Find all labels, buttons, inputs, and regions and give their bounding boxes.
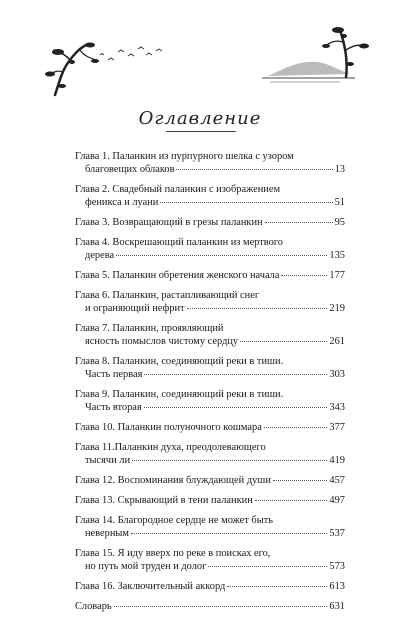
dot-leader xyxy=(187,307,328,309)
toc-entry-title-last-line: Глава 12. Воспоминания блуждающей души xyxy=(75,475,271,486)
header-ink-landscape-decoration xyxy=(0,0,400,110)
dot-leader xyxy=(131,532,327,534)
toc-entry[interactable] xyxy=(75,183,345,209)
toc-entry-title-line: Глава 15. Я иду вверх по реке в поисках его, xyxy=(75,548,271,559)
toc-entry-title-last-line: Глава 3. Возвращающий в грезы паланкин xyxy=(75,217,263,228)
dot-leader xyxy=(144,406,328,408)
toc-entry-page-number: 537 xyxy=(329,528,345,539)
dot-leader xyxy=(160,201,332,203)
toc-entry-page-number: 135 xyxy=(329,250,345,261)
dot-leader xyxy=(273,479,328,481)
toc-entry[interactable] xyxy=(75,216,345,229)
toc-entry[interactable] xyxy=(75,494,345,507)
toc-entry-page-number: 177 xyxy=(329,270,345,281)
toc-entry-page-number: 457 xyxy=(329,475,345,486)
toc-entry-title-line: Глава 8. Паланкин, соединяющий реки в тиши. xyxy=(75,356,284,367)
toc-entry-page-number: 13 xyxy=(334,164,345,175)
toc-entry[interactable] xyxy=(75,236,345,262)
toc-entry[interactable] xyxy=(75,547,345,573)
toc-entry-title-line: Глава 9. Паланкин, соединяющий реки в тиши. xyxy=(75,389,284,400)
toc-entry-title-last-line: тысячи ли xyxy=(85,455,131,466)
toc-entry-title-last-line: Глава 13. Скрывающий в тени паланкин xyxy=(75,495,253,506)
toc-entry-title-last-line: Глава 10. Паланкин полуночного кошмара xyxy=(75,422,262,433)
toc-entry[interactable] xyxy=(75,322,345,348)
table-of-contents xyxy=(75,150,345,620)
toc-entry-title-last-line: Глава 5. Паланкин обретения женского начала xyxy=(75,270,280,281)
dot-leader xyxy=(144,373,327,375)
toc-entry-title-line: Глава 4. Воскрешающий паланкин из мертвого xyxy=(75,237,284,248)
right-landscape-illustration xyxy=(262,27,369,82)
toc-entry-title-line: Глава 2. Свадебный паланкин с изображением xyxy=(75,184,281,195)
toc-entry-title-last-line: Часть вторая xyxy=(85,402,142,413)
dot-leader xyxy=(281,274,327,276)
toc-entry-page-number: 497 xyxy=(329,495,345,506)
dot-leader xyxy=(240,340,327,342)
toc-entry-title-last-line: Часть первая xyxy=(85,369,143,380)
toc-entry[interactable] xyxy=(75,441,345,467)
dot-leader xyxy=(265,221,333,223)
toc-entry[interactable] xyxy=(75,269,345,282)
toc-entry-title-line: Глава 6. Паланкин, растапливающий снег xyxy=(75,290,260,301)
toc-entry[interactable] xyxy=(75,388,345,414)
dot-leader xyxy=(264,426,328,428)
toc-entry[interactable] xyxy=(75,514,345,540)
dot-leader xyxy=(255,499,328,501)
toc-entry-page-number: 219 xyxy=(329,303,345,314)
toc-entry-page-number: 261 xyxy=(329,336,345,347)
toc-entry-page-number: 573 xyxy=(329,561,345,572)
toc-entry[interactable] xyxy=(75,600,345,613)
toc-entry-title-last-line: ясность помыслов чистому сердцу xyxy=(85,336,239,347)
dot-leader xyxy=(208,565,327,567)
dot-leader xyxy=(116,254,327,256)
toc-entry[interactable] xyxy=(75,421,345,434)
toc-entry[interactable] xyxy=(75,580,345,593)
page-title: Оглавление xyxy=(138,108,262,129)
toc-entry-title-line: Глава 14. Благородное сердце не может быть xyxy=(75,515,273,526)
toc-entry-title-line: Глава 11.Паланкин духа, преодолевающего xyxy=(75,442,266,453)
toc-entry-page-number: 95 xyxy=(334,217,345,228)
toc-entry-page-number: 303 xyxy=(329,369,345,380)
toc-entry-title-last-line: неверным xyxy=(85,528,129,539)
toc-entry-title-last-line: Словарь xyxy=(75,601,112,612)
toc-entry-title-line: Глава 7. Паланкин, проявляющий xyxy=(75,323,224,334)
toc-entry[interactable] xyxy=(75,289,345,315)
toc-entry[interactable] xyxy=(75,474,345,487)
left-foliage xyxy=(45,43,99,89)
toc-entry-title-line: Глава 1. Паланкин из пурпурного шелка с узором xyxy=(75,151,294,162)
dot-leader xyxy=(176,168,332,170)
toc-entry-title-last-line: и ограняющий нефрит xyxy=(85,303,185,314)
toc-entry-title-last-line: благовещих облаков xyxy=(85,164,175,175)
toc-entry[interactable] xyxy=(75,150,345,176)
toc-entry-page-number: 343 xyxy=(329,402,345,413)
toc-entry-page-number: 631 xyxy=(329,601,345,612)
birds-illustration xyxy=(100,47,162,60)
toc-entry-page-number: 613 xyxy=(329,581,345,592)
toc-entry-title-last-line: Глава 16. Заключительный аккорд xyxy=(75,581,226,592)
dot-leader xyxy=(114,605,328,607)
toc-entry-page-number: 51 xyxy=(334,197,345,208)
title-underline-decoration xyxy=(166,131,236,132)
dot-leader xyxy=(132,459,327,461)
toc-entry-page-number: 377 xyxy=(329,422,345,433)
toc-entry-page-number: 419 xyxy=(329,455,345,466)
toc-entry-title-last-line: дерева xyxy=(85,250,115,261)
toc-entry-title-last-line: но путь мой труден и долог xyxy=(85,561,207,572)
toc-entry-title-last-line: феникса и луани xyxy=(85,197,159,208)
dot-leader xyxy=(227,585,327,587)
toc-entry[interactable] xyxy=(75,355,345,381)
